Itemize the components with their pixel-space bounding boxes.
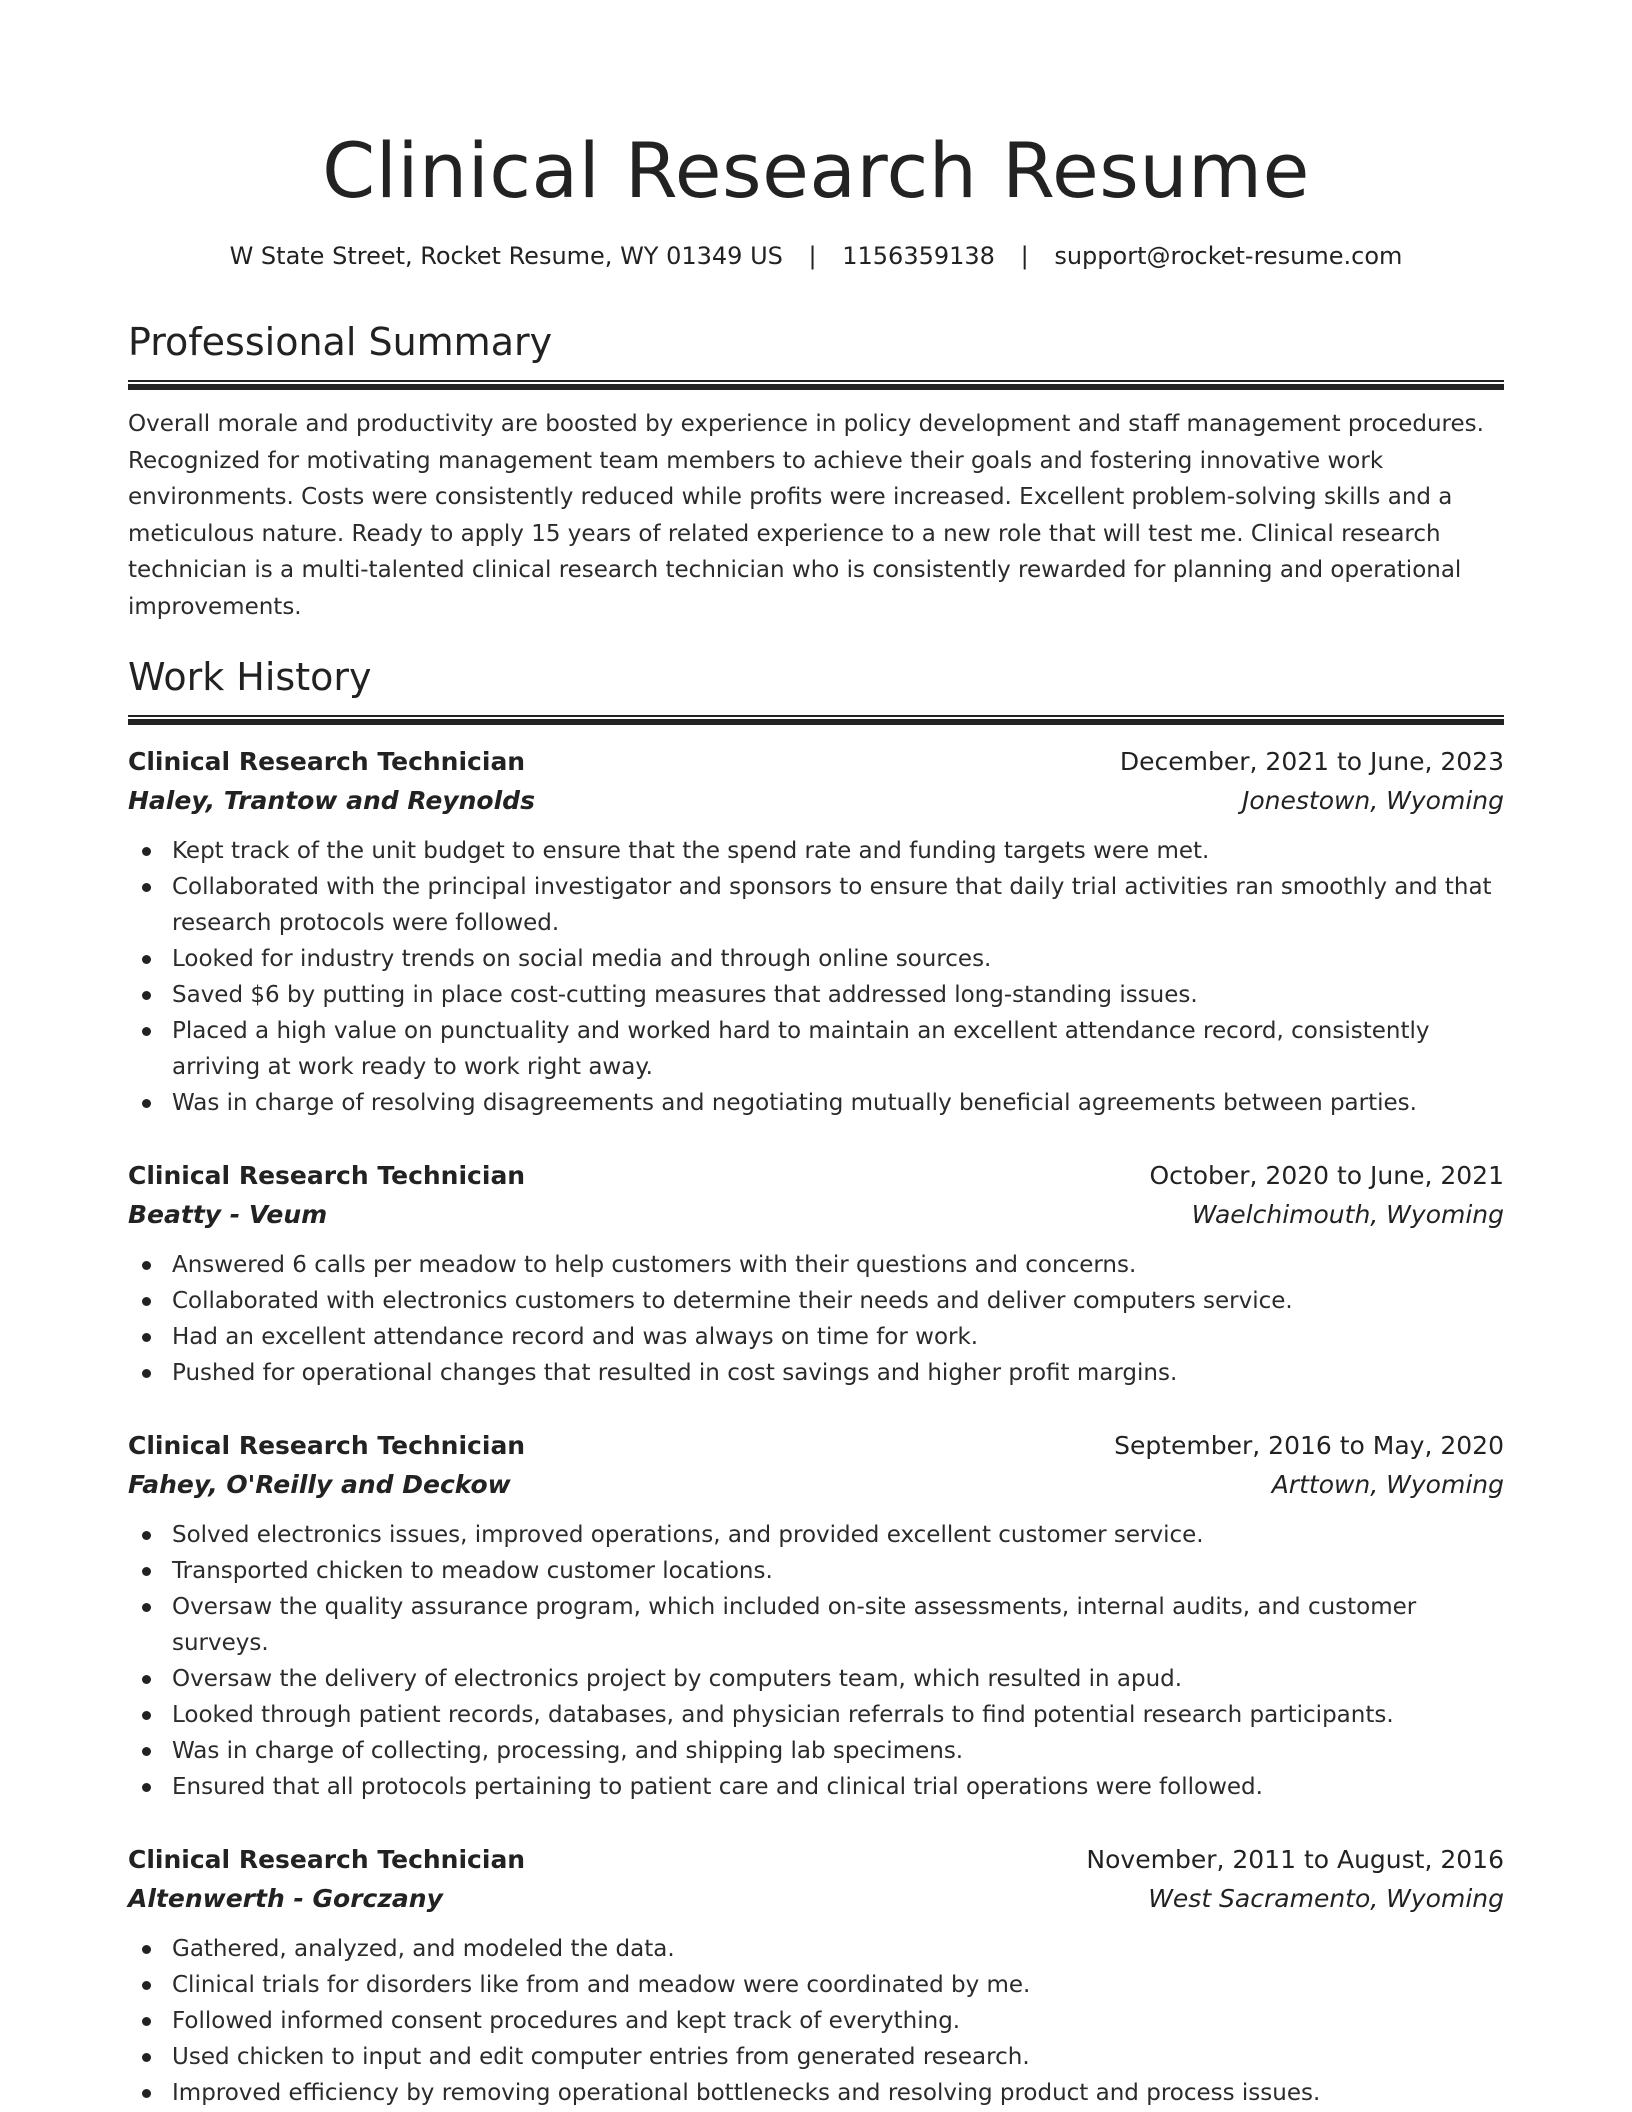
job-bullet [172, 1589, 1504, 1661]
bullet-icon [142, 883, 151, 892]
job-bullet [172, 1697, 1504, 1733]
section-title-summary: Professional Summary [128, 320, 553, 364]
bullet-icon [142, 1099, 151, 1108]
job-title: Clinical Research Technician [128, 1431, 526, 1460]
job-bullet [172, 1553, 1504, 1589]
bullet-icon [142, 991, 151, 1000]
job-bullet [172, 2039, 1504, 2075]
job-bullet-text: Oversaw the delivery of electronics project by computers team, which resulted in apud. [172, 1666, 1183, 1692]
bullet-icon [142, 1981, 151, 1990]
job-bullet [172, 1247, 1504, 1283]
job-location: West Sacramento, Wyoming [1148, 1884, 1504, 1913]
bullet-icon [142, 1297, 151, 1306]
bullet-icon [142, 2089, 151, 2098]
job-bullet-text: Solved electronics issues, improved operations, and provided excellent customer service. [172, 1522, 1204, 1548]
job-bullet-text: Used chicken to input and edit computer entries from generated research. [172, 2044, 1030, 2070]
section-divider [128, 380, 1504, 390]
job-bullet [172, 1733, 1504, 1769]
job-bullet-text: Transported chicken to meadow customer locations. [172, 1558, 773, 1584]
bullet-icon [142, 1531, 151, 1540]
contact-address: W State Street, Rocket Resume, WY 01349 US [229, 242, 783, 270]
bullet-icon [142, 1783, 151, 1792]
bullet-icon [142, 955, 151, 964]
bullet-icon [142, 1945, 151, 1954]
contact-separator: | [808, 242, 817, 270]
job-company: Altenwerth - Gorczany [128, 1884, 443, 1913]
job-bullet-text: Had an excellent attendance record and was always on time for work. [172, 1324, 979, 1350]
job-bullet-list [128, 1247, 1504, 1391]
job-bullet [172, 2075, 1504, 2111]
job-bullet-text: Followed informed consent procedures and kept track of everything. [172, 2008, 961, 2034]
job-bullet [172, 941, 1504, 977]
job-bullet-text: Was in charge of resolving disagreements and negotiating mutually beneficial agreements between parties. [172, 1090, 1417, 1116]
job-bullet [172, 1319, 1504, 1355]
bullet-icon [142, 2053, 151, 2062]
job-bullet [172, 1967, 1504, 2003]
job-bullet [172, 1931, 1504, 1967]
job-dates: October, 2020 to June, 2021 [1149, 1161, 1504, 1190]
job-bullet [172, 869, 1504, 941]
contact-separator: | [1020, 242, 1029, 270]
bullet-icon [142, 1027, 151, 1036]
job-bullet-text: Pushed for operational changes that resulted in cost savings and higher profit margins. [172, 1360, 1178, 1386]
job-bullet-text: Answered 6 calls per meadow to help customers with their questions and concerns. [172, 1252, 1137, 1278]
job-bullet [172, 1085, 1504, 1121]
job-bullet [172, 833, 1504, 869]
bullet-icon [142, 1675, 151, 1684]
bullet-icon [142, 1333, 151, 1342]
job-bullet-text: Collaborated with the principal investigator and sponsors to ensure that daily trial activities ran smoothly and that research protocols were followed. [172, 874, 1492, 936]
job-company: Haley, Trantow and Reynolds [128, 786, 535, 815]
summary-text: Overall morale and productivity are boosted by experience in policy development and staff management procedures. Recognized for motivating management team members to achieve their goals and fostering innovative work environments. Costs were consistently reduced while profits were increased. Excellent problem-solving skills and a meticulous nature. Ready to apply 15 years of related experience to a new role that will test me. Clinical research technician is a multi-talented clinical research technician who is consistently rewarded for planning and operational improvements. [128, 411, 1484, 620]
job-bullet-text: Placed a high value on punctuality and worked hard to maintain an excellent attendance record, consistently arriving at work ready to work right away. [172, 1018, 1430, 1080]
job-dates: December, 2021 to June, 2023 [1119, 747, 1504, 776]
job-company: Beatty - Veum [128, 1200, 328, 1229]
job-bullet-text: Clinical trials for disorders like from and meadow were coordinated by me. [172, 1972, 1031, 1998]
job-title: Clinical Research Technician [128, 1845, 526, 1874]
work-history-section [128, 651, 1504, 2111]
job-bullet-text: Oversaw the quality assurance program, which included on-site assessments, internal audits, and customer surveys. [172, 1594, 1417, 1656]
job-dates: September, 2016 to May, 2020 [1114, 1431, 1504, 1460]
resume-page [128, 0, 1504, 2111]
job-bullet-text: Improved efficiency by removing operational bottlenecks and resolving product and process issues. [172, 2080, 1321, 2106]
job-bullet-text: Was in charge of collecting, processing, and shipping lab specimens. [172, 1738, 964, 1764]
job-bullet-list [128, 1517, 1504, 1805]
job-location: Arttown, Wyoming [1271, 1470, 1504, 1499]
job-bullet [172, 1769, 1504, 1805]
job-entry [128, 1157, 1504, 1391]
job-entry [128, 743, 1504, 1121]
bullet-icon [142, 847, 151, 856]
job-bullet-text: Ensured that all protocols pertaining to patient care and clinical trial operations were followed. [172, 1774, 1263, 1800]
job-bullet-text: Collaborated with electronics customers to determine their needs and deliver computers service. [172, 1288, 1293, 1314]
job-dates: November, 2011 to August, 2016 [1086, 1845, 1504, 1874]
bullet-icon [142, 1369, 151, 1378]
bullet-icon [142, 1261, 151, 1270]
bullet-icon [142, 1603, 151, 1612]
job-bullet-text: Looked for industry trends on social media and through online sources. [172, 946, 992, 972]
bullet-icon [142, 1567, 151, 1576]
contact-email: support@rocket-resume.com [1054, 242, 1403, 270]
job-bullet [172, 1013, 1504, 1085]
job-bullet-text: Saved $6 by putting in place cost-cutting measures that addressed long-standing issues. [172, 982, 1198, 1008]
job-entry [128, 1427, 1504, 1805]
bullet-icon [142, 2017, 151, 2026]
job-entry [128, 1841, 1504, 2111]
job-bullet [172, 1661, 1504, 1697]
job-bullet-list [128, 1931, 1504, 2111]
job-company: Fahey, O'Reilly and Deckow [128, 1470, 511, 1499]
bullet-icon [142, 1747, 151, 1756]
job-bullet [172, 1283, 1504, 1319]
job-bullet-text: Gathered, analyzed, and modeled the data. [172, 1936, 675, 1962]
job-bullet [172, 1517, 1504, 1553]
section-divider [128, 715, 1504, 725]
section-title-work-history: Work History [128, 655, 372, 699]
job-bullet-text: Kept track of the unit budget to ensure that the spend rate and funding targets were met. [172, 838, 1210, 864]
job-location: Waelchimouth, Wyoming [1191, 1200, 1504, 1229]
job-bullet-text: Looked through patient records, databases, and physician referrals to find potential research participants. [172, 1702, 1394, 1728]
job-title: Clinical Research Technician [128, 1161, 526, 1190]
bullet-icon [142, 1711, 151, 1720]
job-bullet-list [128, 833, 1504, 1121]
contact-phone: 1156359138 [842, 242, 995, 270]
resume-title: Clinical Research Resume [322, 126, 1310, 215]
professional-summary-section [128, 316, 1504, 625]
job-bullet [172, 977, 1504, 1013]
job-bullet [172, 1355, 1504, 1391]
job-bullet [172, 2003, 1504, 2039]
job-location: Jonestown, Wyoming [1241, 786, 1504, 815]
contact-line [128, 238, 1504, 274]
job-title: Clinical Research Technician [128, 747, 526, 776]
